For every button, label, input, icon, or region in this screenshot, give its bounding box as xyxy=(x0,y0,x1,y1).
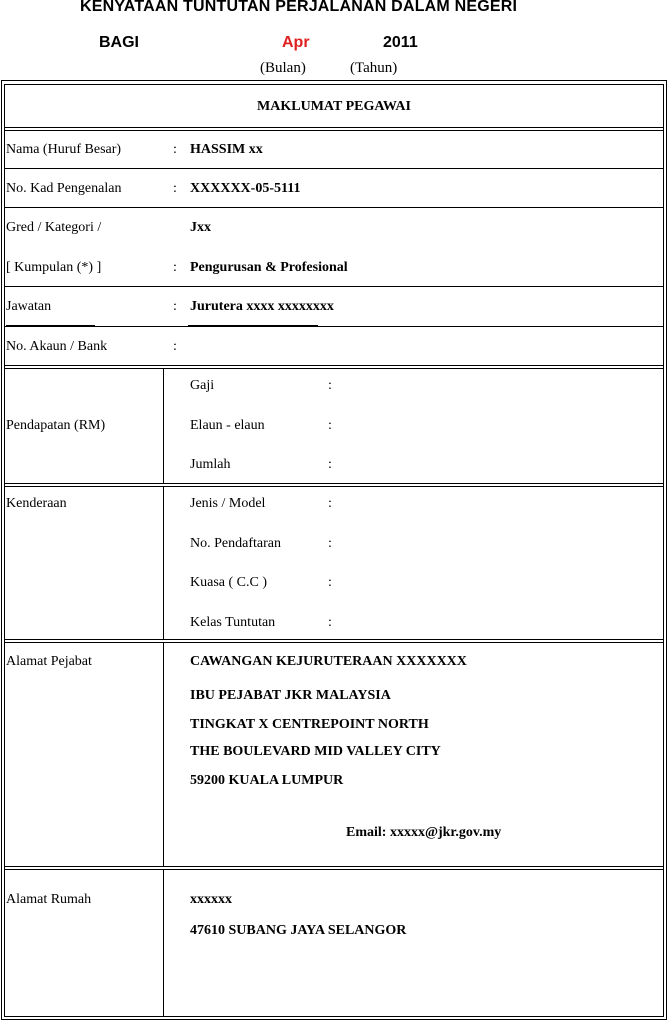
kumpulan-label: [ Kumpulan (*) ] xyxy=(6,260,102,275)
akaun-label: No. Akaun / Bank xyxy=(6,339,108,354)
colon: : xyxy=(173,299,177,314)
table-border xyxy=(4,84,664,85)
table-border xyxy=(4,84,5,1017)
document-title: KENYATAAN TUNTUTAN PERJALANAN DALAM NEGERI xyxy=(80,0,518,15)
colon: : xyxy=(328,615,332,630)
kenderaan-label: Kenderaan xyxy=(6,496,67,511)
bagi-label: BAGI xyxy=(99,34,139,51)
alamat-rumah-label: Alamat Rumah xyxy=(6,892,92,907)
no-pendaftaran-label: No. Pendaftaran xyxy=(190,536,281,551)
jenis-model-label: Jenis / Model xyxy=(190,496,266,511)
colon: : xyxy=(328,457,332,472)
table-border xyxy=(663,84,664,1017)
colon: : xyxy=(173,142,177,157)
pendapatan-label: Pendapatan (RM) xyxy=(6,418,106,433)
table-border xyxy=(1,80,667,81)
kelas-tuntutan-label: Kelas Tuntutan xyxy=(190,615,276,630)
gred-label: Gred / Kategori / xyxy=(6,220,102,235)
nama-value: HASSIM xx xyxy=(190,142,263,157)
table-border xyxy=(4,1016,664,1017)
month-value: Apr xyxy=(282,34,310,51)
colon: : xyxy=(173,181,177,196)
colon: : xyxy=(328,418,332,433)
pejabat-line: THE BOULEVARD MID VALLEY CITY xyxy=(190,744,441,759)
pejabat-line: IBU PEJABAT JKR MALAYSIA xyxy=(190,688,391,703)
kuasa-label: Kuasa ( C.C ) xyxy=(190,575,267,590)
colon: : xyxy=(173,339,177,354)
rumah-line: 47610 SUBANG JAYA SELANGOR xyxy=(190,923,407,938)
kad-value: XXXXXX-05-5111 xyxy=(190,181,301,196)
colon: : xyxy=(328,496,332,511)
rumah-line: xxxxxx xyxy=(190,892,232,907)
kad-label: No. Kad Pengenalan xyxy=(6,181,122,196)
elaun-label: Elaun - elaun xyxy=(190,418,265,433)
gred-value: Jxx xyxy=(190,220,211,235)
colon: : xyxy=(328,575,332,590)
jawatan-label: Jawatan xyxy=(6,299,52,314)
kumpulan-value: Pengurusan & Profesional xyxy=(190,260,348,275)
colon: : xyxy=(328,536,332,551)
pejabat-email: Email: xxxxx@jkr.gov.my xyxy=(346,825,502,840)
colon: : xyxy=(173,260,177,275)
year-value: 2011 xyxy=(383,34,418,51)
table-border xyxy=(666,80,667,1020)
jawatan-value: Jurutera xxxx xxxxxxxx xyxy=(190,299,334,314)
table-border xyxy=(1,1019,667,1020)
year-caption: (Tahun) xyxy=(350,60,398,76)
month-caption: (Bulan) xyxy=(260,60,306,76)
colon: : xyxy=(328,378,332,393)
nama-label: Nama (Huruf Besar) xyxy=(6,142,122,157)
table-border xyxy=(1,80,2,1020)
alamat-pejabat-label: Alamat Pejabat xyxy=(6,654,92,669)
pejabat-line: CAWANGAN KEJURUTERAAN XXXXXXX xyxy=(190,654,467,669)
pejabat-line: 59200 KUALA LUMPUR xyxy=(190,773,344,788)
gaji-label: Gaji xyxy=(190,378,215,393)
jumlah-label: Jumlah xyxy=(190,457,231,472)
pejabat-line: TINGKAT X CENTREPOINT NORTH xyxy=(190,717,429,732)
section-title: MAKLUMAT PEGAWAI xyxy=(257,99,411,114)
